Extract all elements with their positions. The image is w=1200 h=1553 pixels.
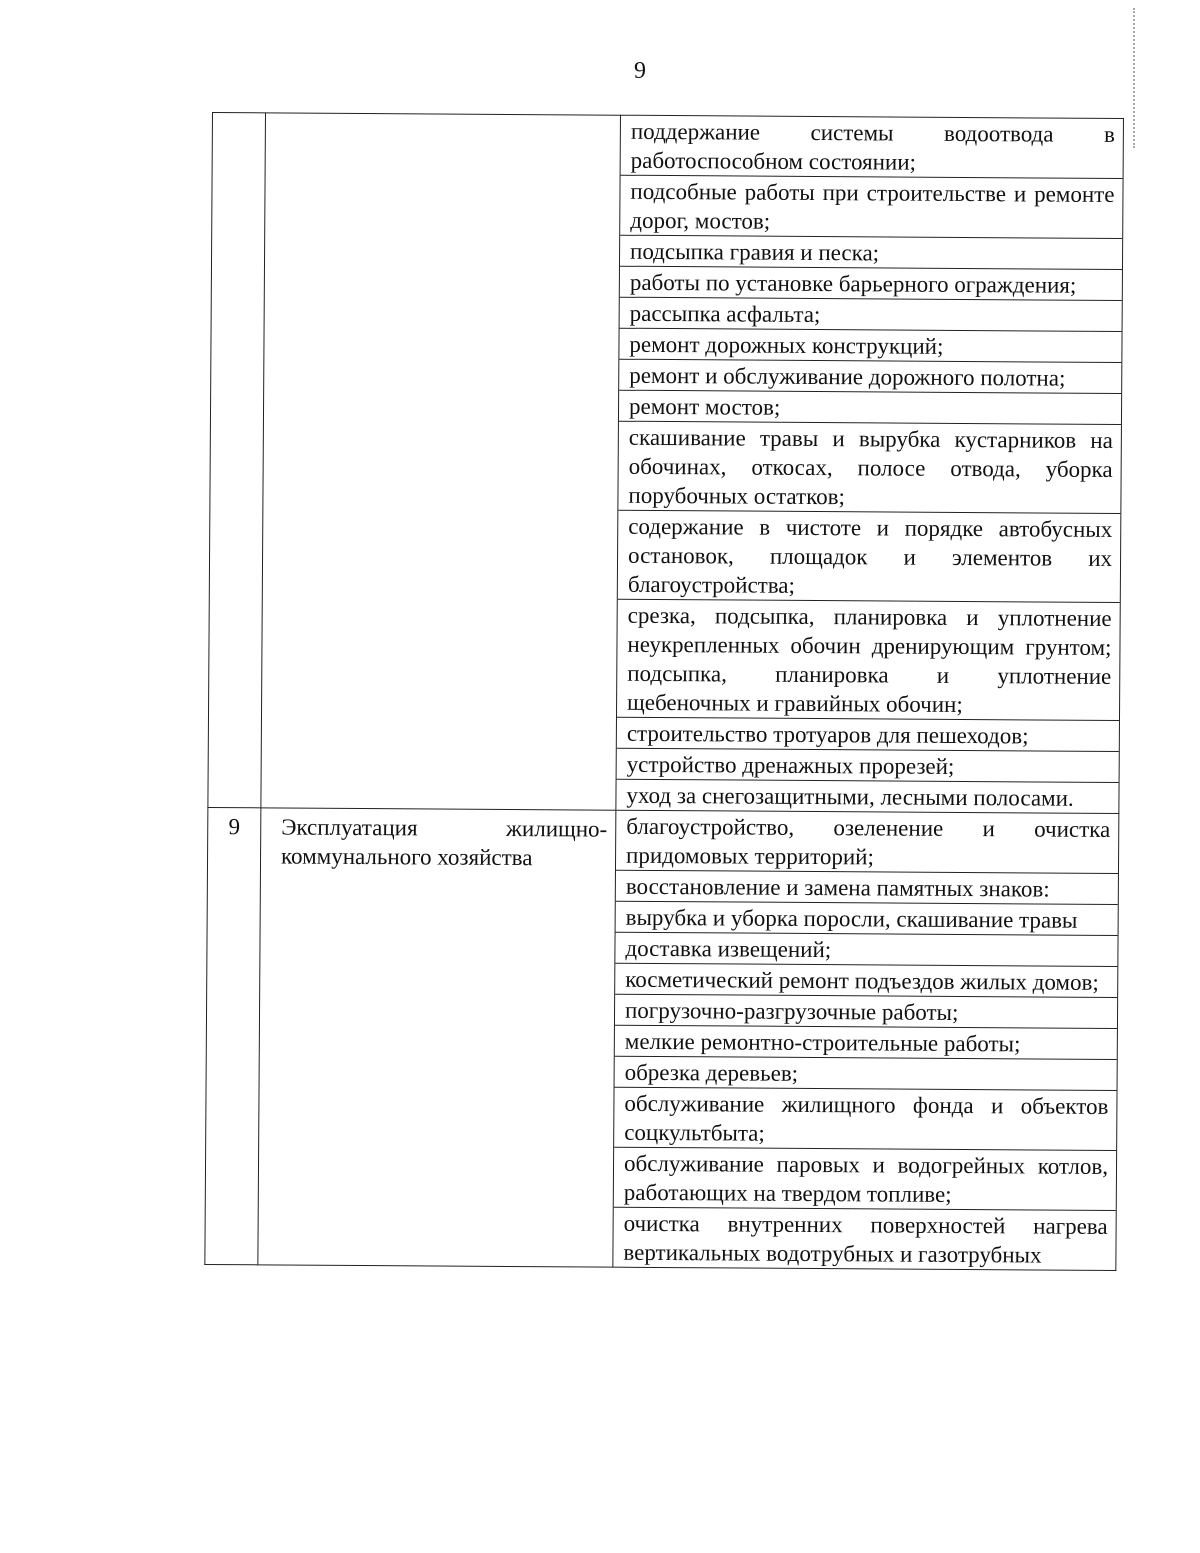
activity-name [286, 117, 612, 119]
work-item: очистка внутренних поверхностей нагрева вертикальных водотрубных и газотрубных [613, 1207, 1115, 1270]
work-item: ремонт дорожных конструкций; [619, 328, 1121, 362]
work-item: поддержание системы водоотвода в работоспособном состоянии; [630, 118, 1115, 175]
activity-name-cell [261, 113, 621, 810]
row-number-cell [208, 113, 266, 808]
work-item: ремонт мостов; [619, 390, 1121, 424]
row-number-cell: 9 [205, 807, 261, 1264]
work-item: погрузочно-разгрузочные работы; [615, 994, 1117, 1028]
work-item: обслуживание жилищного фонда и объектов соцкультбыта; [614, 1087, 1116, 1150]
work-item: подсобные работы при строительстве и ремонте дорог, мостов; [620, 175, 1122, 238]
work-item: восстановление и замена памятных знаков: [616, 870, 1118, 904]
work-item: работы по установке барьерного ограждения; [620, 266, 1122, 300]
table-row [208, 113, 1124, 814]
work-item: мелкие ремонтно-строительные работы; [615, 1025, 1117, 1059]
work-list-cell [613, 810, 1119, 1270]
table-row [205, 807, 1119, 1270]
work-item: рассыпка асфальта; [620, 297, 1122, 331]
activity-name: Эксплуатация жилищно-коммунального хозяйства [280, 814, 608, 871]
work-item: подсыпка гравия и песка; [620, 235, 1122, 269]
work-item: косметический ремонт подъездов жилых домов; [615, 963, 1117, 997]
scan-edge-mark [1133, 8, 1138, 148]
work-item: строительство тротуаров для пешеходов; [617, 717, 1119, 751]
work-item: вырубка и уборка поросли, скашивание травы [616, 901, 1118, 935]
work-item: обрезка деревьев; [615, 1056, 1117, 1090]
work-item: обслуживание паровых и водогрейных котлов, работающих на твердом топливе; [614, 1147, 1116, 1210]
work-item: благоустройство, озеленение и очистка придомовых территорий; [625, 813, 1111, 870]
activity-name-cell [258, 808, 616, 1267]
work-item: ремонт и обслуживание дорожного полотна; [619, 359, 1121, 393]
work-item: уход за снегозащитными, лесными полосами. [616, 779, 1118, 813]
work-item: содержание в чистоте и порядке автобусных остановок, площадок и элементов их благоустройства; [618, 510, 1121, 602]
work-item: устройство дренажных прорезей; [617, 748, 1119, 782]
work-list-cell [616, 115, 1124, 813]
work-types-table [204, 112, 1124, 1271]
work-item: срезка, подсыпка, планировка и уплотнение неукрепленных обочин дренирующим грунтом; подсыпка, планировка и уплотнение щебеночных и гравийных обочин; [617, 599, 1120, 720]
page-number: 9 [634, 58, 646, 84]
work-item: доставка извещений; [615, 932, 1117, 966]
work-item: скашивание травы и вырубка кустарников на обочинах, откосах, полосе отвода, уборка порубочных остатков; [618, 421, 1121, 513]
